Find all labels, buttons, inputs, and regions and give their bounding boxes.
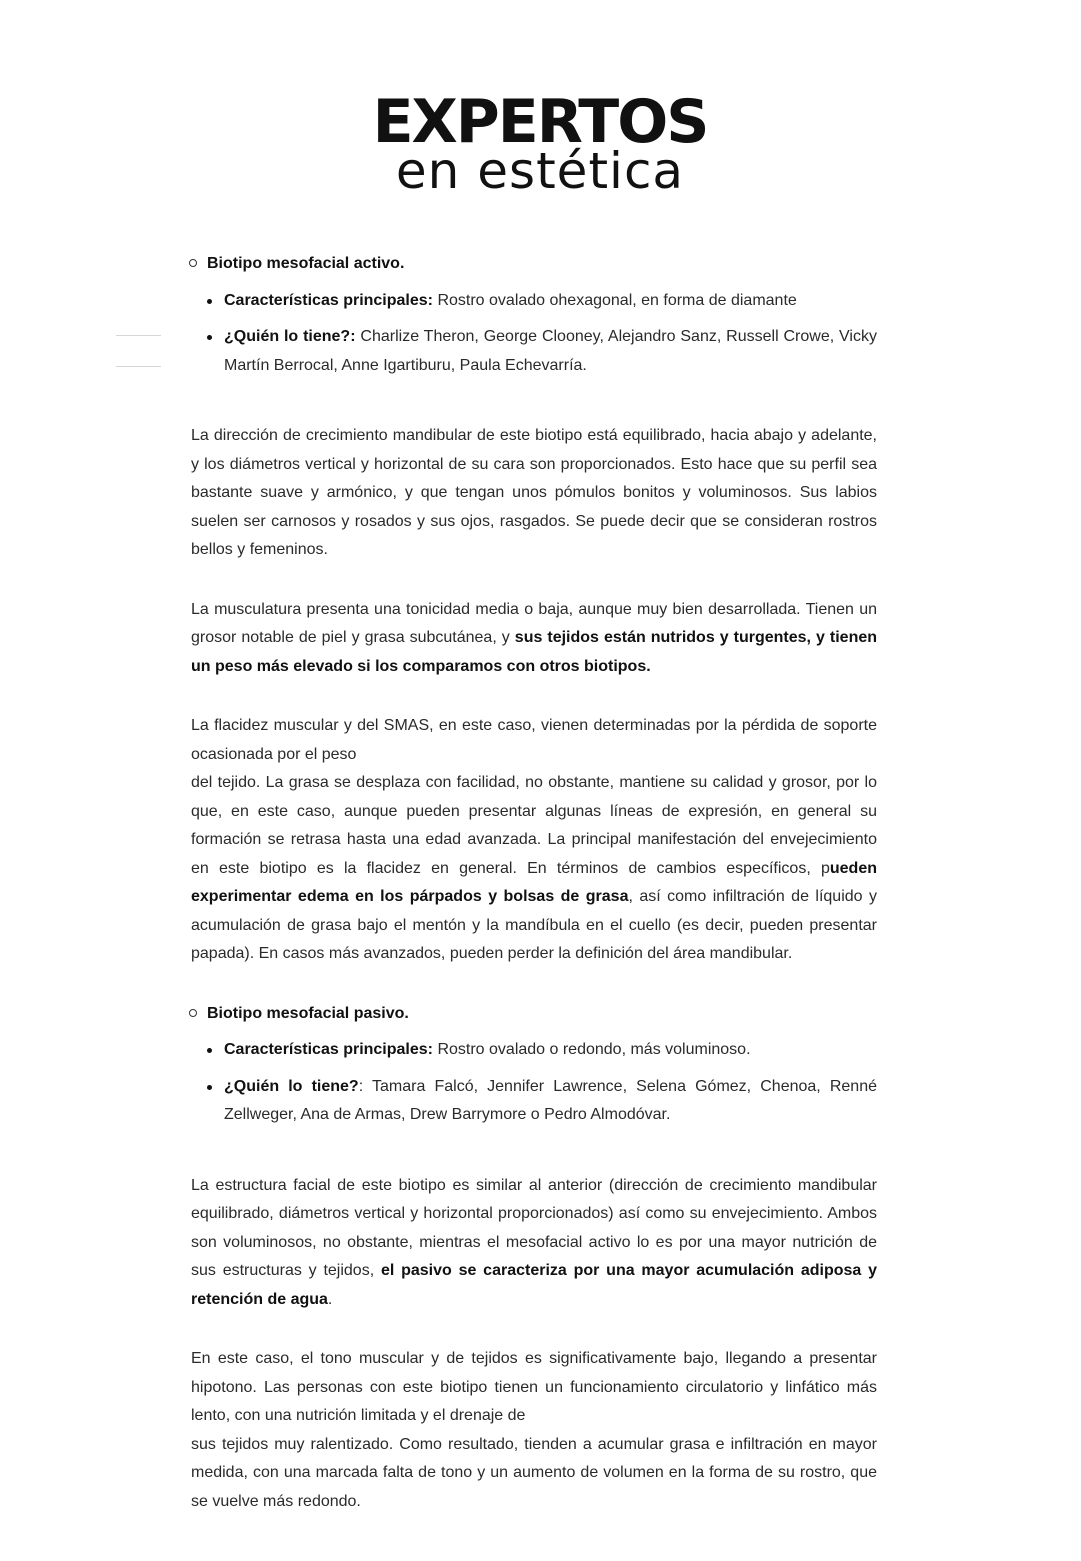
features-text: Rostro ovalado ohexagonal, en forma de diamante	[433, 291, 797, 309]
list-item-who-passive	[191, 1073, 877, 1130]
logo-wordmark-bottom: en estética	[395, 142, 685, 200]
features-text: Rostro ovalado o redondo, más voluminoso.	[433, 1041, 751, 1058]
paragraph-growth: La dirección de crecimiento mandibular de este biotipo está equilibrado, hacia abajo y adelante, y los diámetros vertical y horizontal de su cara son proporcionados. Esto hace que su perfil sea bastante suave y armónico, y que tengan unos pómulos bonitos y voluminosos. Sus labios suelen ser carnosos y rosados y sus ojos, rasgados. Se puede decir que se consideran rostros bellos y femeninos.	[191, 427, 877, 558]
logo-wordmark-top: EXPERTOS	[372, 87, 708, 157]
circle-bullet-icon	[189, 1009, 197, 1017]
side-divider-bottom	[116, 366, 161, 367]
paragraph-flaccidity: La flacidez muscular y del SMAS, en este caso, vienen determinadas por la pérdida de soporte ocasionada por el peso del tejido. La grasa se desplaza con facilidad, no obstante, mantiene su calidad y grosor, por lo que, en este caso, aunque pueden presentar algunas líneas de expresión, en general su formación se retrasa hasta una edad avanzada. La principal manifestación del envejecimiento en este biotipo es la flacidez en general. En términos de cambios específicos, pueden experimentar edema en los párpados y bolsas de grasa, así como infiltración de líquido y acumulación de grasa bajo el mentón y la mandíbula en el cuello (es decir, pueden presentar papada). En casos más avanzados, pueden perder la definición del área mandibular.	[191, 717, 877, 962]
list-item-features-active	[191, 287, 877, 316]
dot-bullet-icon	[207, 299, 212, 304]
section-heading-active: Biotipo mesofacial activo.	[191, 250, 877, 279]
brand-logo	[340, 87, 740, 200]
circle-bullet-icon	[189, 259, 197, 267]
dot-bullet-icon	[207, 335, 212, 340]
who-text: Charlize Theron, George Clooney, Alejandro Sanz, Russell Crowe, Vicky Martín Berrocal, Anne Igartiburu, Paula Echevarría.	[224, 328, 877, 374]
paragraph-structure: La estructura facial de este biotipo es similar al anterior (dirección de crecimiento mandibular equilibrado, diámetros vertical y horizontal proporcionados) así como su envejecimiento. Ambos son voluminosos, no obstante, mientras el mesofacial activo lo es por una mayor nutrición de sus estructuras y tejidos, el pasivo se caracteriza por una mayor acumulación adiposa y retención de agua.	[191, 1176, 878, 1308]
article-body	[191, 250, 877, 1516]
who-label: ¿Quién lo tiene?:	[224, 328, 356, 345]
side-divider-top	[116, 335, 161, 336]
paragraph-tone: En este caso, el tono muscular y de tejidos es significativamente bajo, llegando a presentar hipotono. Las personas con este biotipo tienen un funcionamiento circulatorio y linfático más lento, con una nutrición limitada y el drenaje de sus tejidos muy ralentizado. Como resultado, tienden a acumular grasa e infiltración en mayor medida, con una marcada falta de tono y un aumento de volumen en la forma de su rostro, que se vuelve más redondo.	[191, 1350, 877, 1510]
who-label: ¿Quién lo tiene?	[224, 1077, 359, 1095]
features-label: Características principales:	[224, 1041, 433, 1058]
dot-bullet-icon	[207, 1048, 212, 1053]
dot-bullet-icon	[207, 1085, 212, 1090]
list-item-features-passive	[191, 1036, 877, 1065]
paragraph-musculature: La musculatura presenta una tonicidad media o baja, aunque muy bien desarrollada. Tienen un grosor notable de piel y grasa subcutánea, y sus tejidos están nutridos y turgentes, y tienen un peso más elevado si los comparamos con otros biotipos.	[191, 600, 878, 675]
features-label: Características principales:	[224, 291, 433, 309]
section-heading-passive: Biotipo mesofacial pasivo.	[191, 1000, 877, 1029]
who-text: : Tamara Falcó, Jennifer Lawrence, Selena Gómez, Chenoa, Renné Zellweger, Ana de Armas, Drew Barrymore o Pedro Almodóvar.	[224, 1077, 877, 1123]
list-item-who-active	[191, 323, 877, 380]
